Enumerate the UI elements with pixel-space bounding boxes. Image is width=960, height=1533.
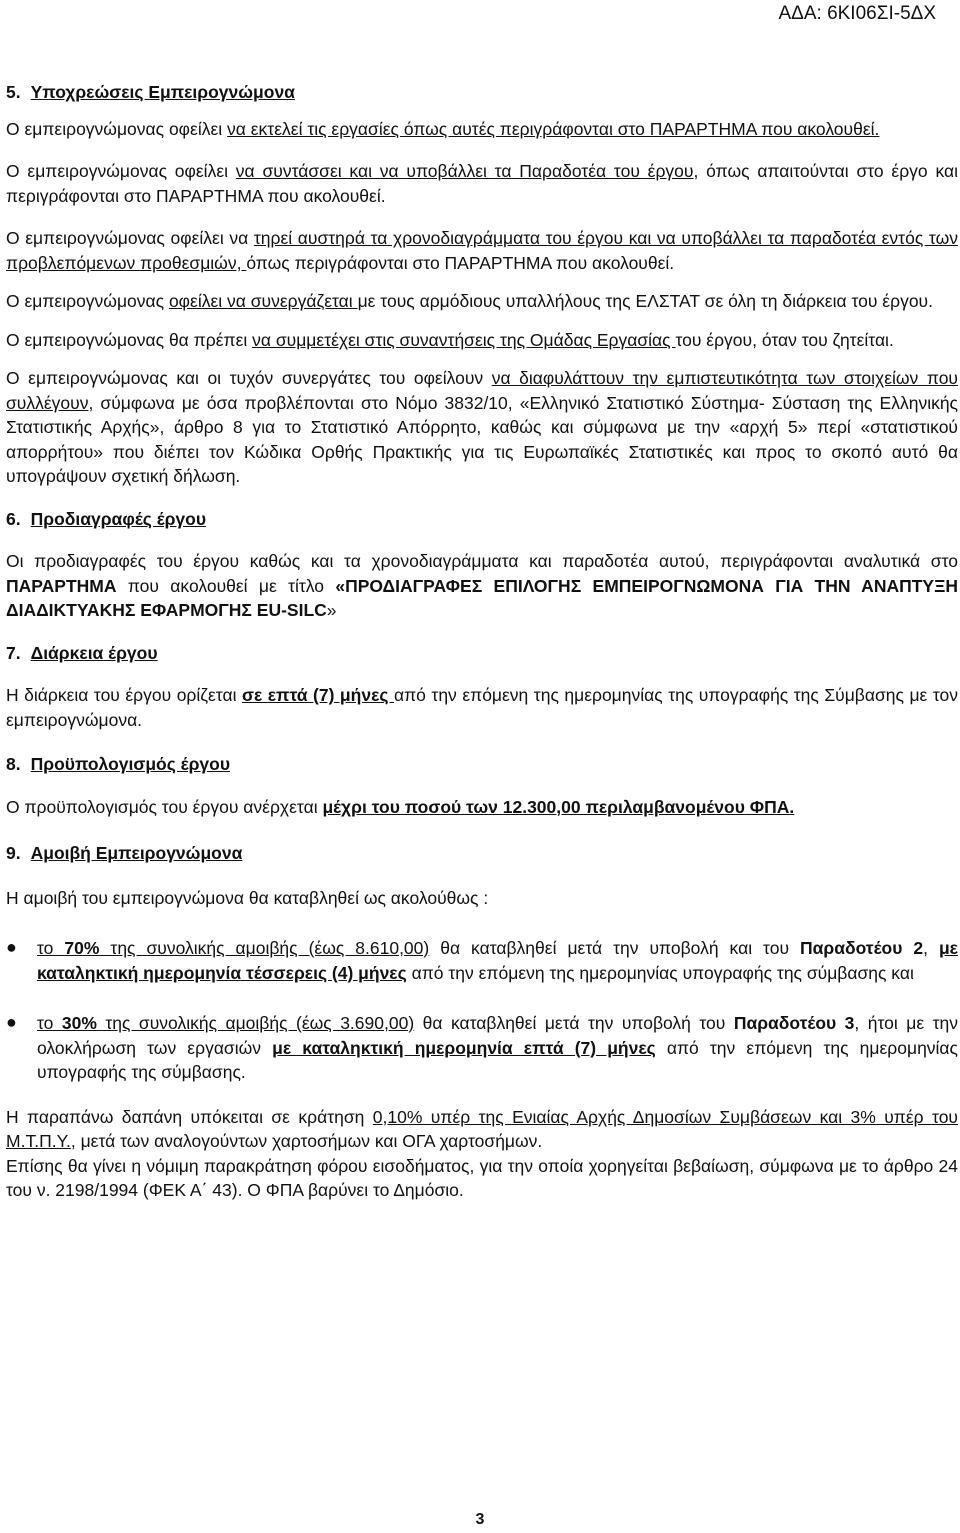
- bold-underlined-text: 30%: [61, 1013, 97, 1033]
- paragraph: [6, 328, 958, 353]
- section-title: Διάρκεια έργου: [30, 642, 158, 663]
- text: θα καταβληθεί μετά την υποβολή και του: [429, 938, 801, 958]
- text: Ο εμπειρογνώμονας θα πρέπει: [6, 329, 253, 350]
- section-9-heading: [6, 841, 958, 866]
- text: θα καταβληθεί μετά την υποβολή του: [414, 1013, 734, 1033]
- document-reference-code: ΑΔΑ: 6ΚΙ06ΣΙ-5ΔΧ: [778, 3, 936, 24]
- bold-text: «ΠΡΟΔΙΑΓΡΑΦΕΣ ΕΠΙΛΟΓΗΣ ΕΜΠΕΙΡΟΓΝΩΜΟΝΑ ΓΙΑ ΤΗΝ ΑΝΑΠΤΥΞΗ ΔΙΑΔΙΚΤΥΑΚΗΣ ΕΦΑΡΜΟΓΗΣ EU-SILC: [6, 575, 958, 620]
- underlined-text: τηρεί αυστηρά τα χρονοδιαγράμματα του έργου και να υποβάλλει τα παραδοτέα εντός των προβλεπόμενων προθεσμιών,: [6, 228, 958, 273]
- document-body: [6, 80, 958, 1203]
- paragraph: Επίσης θα γίνει η νόμιμη παρακράτηση φόρου εισοδήματος, για την οποία χορηγείται βεβαίωση, σύμφωνα με το άρθρο 24 του ν. 2198/1994 (ΦΕΚ Α΄ 43). Ο ΦΠΑ βαρύνει το Δημόσιο.: [6, 1155, 958, 1200]
- section-number: 7.: [6, 642, 21, 663]
- page-number: 3: [475, 1511, 485, 1528]
- paragraph: [6, 795, 958, 820]
- underlined-text: οφείλει να συνεργάζεται: [168, 291, 358, 311]
- bold-underlined-text: μέχρι του ποσού των 12.300,00 περιλαμβανομένου ΦΠΑ.: [322, 796, 795, 817]
- section-6-heading: [6, 507, 958, 532]
- text: Ο εμπειρογνώμονας οφείλει να: [6, 228, 254, 248]
- text: Η διάρκεια του έργου ορίζεται: [6, 685, 242, 705]
- text: Οι προδιαγραφές του έργου καθώς και τα χρονοδιαγράμματα και παραδοτέα αυτού, περιγράφονται αναλυτικά στο: [6, 551, 958, 571]
- text: , σύμφωνα με όσα προβλέπονται στο Νόμο 3832/10, «Ελληνικό Στατιστικό Σύστημα- Σύσταση της Ελληνικής Στατιστικής Αρχής», άρθρο 8 για το Στατιστικό Απόρρητο, καθώς και σύμφωνα με την «αρχή 5» περί «στατιστικού απορρήτου» που διέπει τον Κώδικα Ορθής Πρακτικής για τις Ευρωπαϊκές Στατιστικές και προς το σκοπό αυτό θα υπογράψουν σχετική δήλωση.: [6, 392, 958, 486]
- bold-text: ΠΑΡΑΡΤΗΜΑ: [6, 575, 117, 596]
- text: Ο εμπειρογνώμονας οφείλει: [6, 161, 236, 181]
- paragraph: Η αμοιβή του εμπειρογνώμονα θα καταβληθεί ως ακολούθως :: [6, 887, 489, 908]
- text: από την επόμενη της ημερομηνίας υπογραφής της σύμβασης και: [406, 962, 914, 983]
- text: του έργου, όταν του ζητείται.: [675, 329, 894, 350]
- text: που ακολουθεί με τίτλο: [116, 575, 336, 596]
- section-title: Υποχρεώσεις Εμπειρογνώμονα: [30, 82, 295, 102]
- section-number: 5.: [6, 82, 21, 102]
- section-number: 9.: [6, 843, 21, 863]
- section-7-heading: [6, 641, 958, 666]
- underlined-text: να εκτελεί τις εργασίες όπως αυτές περιγράφονται στο ΠΑΡΑΡΤΗΜΑ που ακολουθεί.: [227, 118, 880, 139]
- text: Ο εμπειρογνώμονας και οι τυχόν συνεργάτες του οφείλουν: [6, 368, 492, 388]
- bold-underlined-text: με καταληκτική ημερομηνία επτά (7) μήνες: [272, 1037, 656, 1058]
- bullet-icon: ●: [6, 1012, 17, 1032]
- underlined-text: το: [37, 1013, 62, 1033]
- text: »: [326, 600, 337, 620]
- section-title: Προδιαγραφές έργου: [30, 508, 207, 529]
- underlined-text: 0,10% υπέρ της Ενιαίας Αρχής Δημοσίων Συμβάσεων και 3% υπέρ του Μ.Τ.Π.Υ.: [6, 1106, 958, 1151]
- section-number: 8.: [6, 754, 21, 774]
- bold-underlined-text: 70%: [64, 938, 100, 958]
- section-number: 6.: [6, 508, 21, 529]
- text: με τους αρμόδιους υπαλλήλους της ΕΛΣΤΑΤ σε όλη τη διάρκεια του έργου.: [357, 291, 933, 311]
- paragraph: [6, 117, 958, 142]
- text: από την επόμενη της ημερομηνίας υπογραφής της σύμβασης.: [37, 1037, 958, 1082]
- bold-underlined-text: σε επτά (7) μήνες: [241, 685, 394, 705]
- section-5-heading: [6, 80, 958, 105]
- underlined-text: να συντάσσει και να υποβάλλει τα Παραδοτέα του έργου: [235, 161, 694, 181]
- text: Ο προϋπολογισμός του έργου ανέρχεται: [6, 796, 323, 817]
- text: , όπως απαιτούνται στο έργο και περιγράφονται στο ΠΑΡΑΡΤΗΜΑ που ακολουθεί.: [6, 161, 958, 206]
- underlined-text: να συμμετέχει στις συναντήσεις της Ομάδας Εργασίας: [252, 329, 676, 350]
- text: , ήτοι με την ολοκλήρωση των εργασιών: [37, 1013, 958, 1058]
- underlined-text: της συνολικής αμοιβής (έως 3.690,00): [96, 1013, 415, 1033]
- paragraph: [6, 549, 958, 623]
- section-8-heading: [6, 752, 958, 777]
- underlined-text: το: [37, 938, 65, 958]
- text: όπως περιγράφονται στο ΠΑΡΑΡΤΗΜΑ που ακολουθεί.: [246, 252, 675, 273]
- underlined-text: της συνολικής αμοιβής (έως 8.610,00): [99, 938, 430, 958]
- paragraph: [6, 1105, 958, 1154]
- bold-text: Παραδοτέου 3: [733, 1013, 855, 1033]
- text: Η παραπάνω δαπάνη υπόκειται σε κράτηση: [6, 1106, 373, 1127]
- text: Ο εμπειρογνώμονας: [6, 291, 169, 311]
- text: Ο εμπειρογνώμονας οφείλει: [6, 118, 228, 139]
- section-title: Αμοιβή Εμπειρογνώμονα: [30, 843, 243, 863]
- bold-text: Παραδοτέου 2: [800, 938, 924, 958]
- text: , μετά των αναλογούντων χαρτοσήμων και ΟΓΑ χαρτοσήμων.: [70, 1131, 543, 1151]
- paragraph: [6, 226, 958, 275]
- bold-underlined-text: με καταληκτική ημερομηνία τέσσερεις (4) μήνες: [37, 938, 958, 983]
- text: από την επόμενη της ημερομηνίας της υπογραφής της Σύμβασης με τον εμπειρογνώμονα.: [6, 685, 958, 730]
- paragraph: [6, 289, 958, 314]
- list-item: [6, 1011, 958, 1085]
- paragraph: [6, 159, 958, 208]
- underlined-text: να διαφυλάττουν την εμπιστευτικότητα των στοιχείων που συλλέγουν: [6, 368, 958, 413]
- text: ,: [923, 938, 939, 958]
- section-title: Προϋπολογισμός έργου: [30, 754, 231, 774]
- paragraph: [6, 366, 958, 489]
- paragraph: [6, 683, 958, 732]
- list-item: [6, 936, 958, 985]
- bullet-icon: ●: [6, 937, 17, 957]
